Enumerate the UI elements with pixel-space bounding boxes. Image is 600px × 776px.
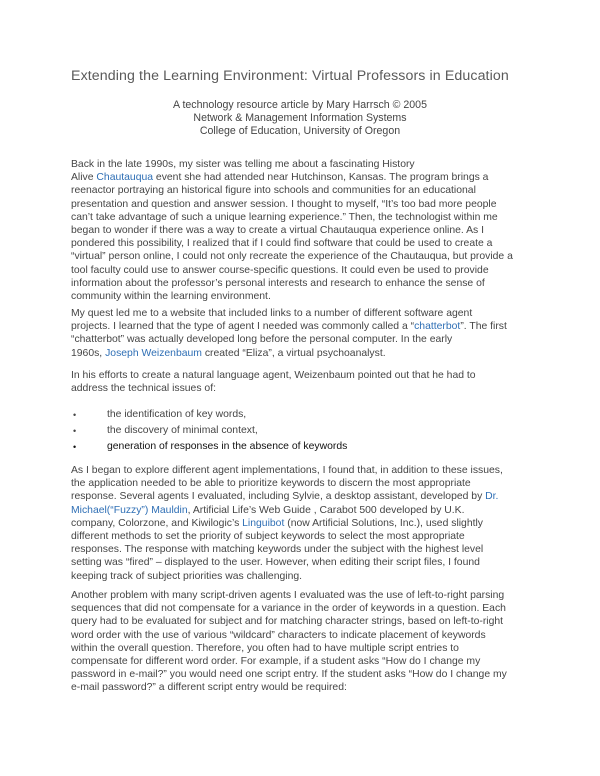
p1-line: presentation and question and answer session. I thought to myself, “It’s too bad more people: [71, 198, 497, 210]
list-item: [71, 439, 541, 455]
p4-line: [71, 517, 541, 530]
p5-line: password in e-mail?” you would need one script entry. If the student asks “How do I change my: [71, 669, 507, 681]
byline: [0, 99, 600, 138]
bullet-icon: •: [73, 426, 77, 436]
p1-line: reenactor portraying an historical figure into schools and communities for an educational: [71, 185, 476, 197]
bullet-icon: •: [73, 442, 77, 452]
link-michael-mauldin[interactable]: Michael(“Fuzzy”) Mauldin: [71, 504, 188, 516]
paragraph-5: [71, 589, 541, 695]
paragraph-1: [71, 158, 541, 303]
p1-line: can’t take advantage of such a unique learning experience.” Then, the technologist within me: [71, 211, 498, 223]
p1-line: Back in the late 1990s, my sister was telling me about a fascinating History: [71, 159, 415, 170]
p4-line: keeping track of subject priorities was challenging.: [71, 570, 303, 582]
p4-line: the application needed to be able to prioritize keywords to discern the most appropriate: [71, 478, 471, 490]
text-run: company, Colorzone, and Kiwilogic’s: [71, 517, 243, 529]
text-run: Alive: [71, 172, 97, 184]
link-chautauqua[interactable]: Chautauqua: [96, 172, 154, 184]
paragraph-2: [71, 307, 541, 360]
text-run: 1960s,: [71, 347, 106, 359]
list-item-text: the discovery of minimal context,: [107, 425, 258, 436]
p5-line: within the overall question. Therefore, you often had to have multiple script entries to: [71, 642, 459, 654]
article-title: Extending the Learning Environment: Virtual Professors in Education: [71, 68, 509, 84]
byline-author: A technology resource article by Mary Harrsch © 2005: [173, 99, 427, 111]
text-run: response. Several agents I evaluated, including Sylvie, a desktop assistant, developed by: [71, 491, 486, 503]
p3-line: address the technical issues of:: [71, 383, 216, 395]
p2-line: “chatterbot” was actually developed long before the personal computer. In the early: [71, 334, 453, 346]
p4-line: [71, 504, 541, 517]
list-item: [71, 407, 541, 423]
link-chatterbot[interactable]: chatterbot: [414, 321, 461, 333]
text-run: ”. The first: [460, 321, 507, 333]
bullet-icon: •: [73, 410, 77, 420]
byline-department: Network & Management Information Systems: [193, 112, 407, 124]
byline-college: College of Education, University of Oregon: [199, 125, 401, 137]
list-item-text: generation of responses in the absence of keywords: [107, 441, 348, 452]
list-item-text: the identification of key words,: [107, 409, 247, 420]
p1-line: information about the professor’s personal interests and research to enhance the sense of: [71, 277, 485, 289]
p5-line: e-mail password?” a different script entry would be required:: [71, 682, 347, 694]
paragraph-4: [71, 464, 541, 583]
p4-line: setting was “fired” – displayed to the user. However, when editing their script files, I found: [71, 557, 480, 569]
link-linguibot[interactable]: Linguibot: [242, 517, 285, 529]
text-run: (now Artificial Solutions, Inc.), used slightly: [284, 517, 484, 529]
p5-line: Another problem with many script-driven agents I evaluated was the use of left-to-right parsing: [71, 590, 505, 601]
p1-line: pondered this possibility, I realized that if I could find software that could be used to create a: [71, 238, 493, 250]
link-dr[interactable]: Dr.: [485, 491, 499, 503]
p3-line: In his efforts to create a natural language agent, Weizenbaum pointed out that he had to: [71, 370, 476, 381]
p1-line: community within the learning environment.: [71, 291, 271, 303]
p2-line: [71, 347, 541, 360]
p1-line: [71, 171, 541, 184]
text-run: event she had attended near Hutchinson, Kansas. The program brings a: [153, 172, 489, 184]
p4-line: [71, 490, 541, 503]
p5-line: query had to be evaluated for subject and for matching character strings, based on left-to-right: [71, 616, 504, 628]
p2-line: [71, 320, 541, 333]
list-item: [71, 423, 541, 439]
text-run: created “Eliza”, a virtual psychoanalyst.: [201, 347, 386, 359]
p4-line: As I began to explore different agent implementations, I found that, in addition to these issues,: [71, 465, 503, 476]
p1-line: tool faculty could use to answer course-specific questions. It could even be used to provide: [71, 264, 489, 276]
p5-line: sequences that did not compensate for a variance in the order of keywords in a question. Each: [71, 603, 506, 615]
issues-list: [71, 407, 541, 455]
p4-line: different methods to set the priority of subject keywords to select the most appropriate: [71, 531, 465, 543]
p2-line: My quest led me to a website that included links to a number of different software agent: [71, 308, 473, 319]
text-run: projects. I learned that the type of agent I needed was commonly called a “: [71, 321, 415, 333]
p4-line: responses. The response with matching keywords under the subject with the highest level: [71, 544, 484, 556]
link-joseph-weizenbaum[interactable]: Joseph Weizenbaum: [105, 347, 202, 359]
p5-line: compensate for different word order. For example, if a student asks “How do I change my: [71, 656, 481, 668]
text-run: , Artificial Life’s Web Guide , Carabot 500 developed by U.K.: [187, 504, 465, 516]
p5-line: word order with the use of various “wildcard” characters to indicate placement of keywords: [71, 629, 486, 641]
paragraph-3: [71, 369, 541, 395]
p1-line: “virtual” person online, I could not only recreate the experience of the Chautauqua, but provide a: [71, 251, 513, 263]
p1-line: began to wonder if there was a way to create a virtual Chautauqua experience online. As I: [71, 225, 484, 237]
